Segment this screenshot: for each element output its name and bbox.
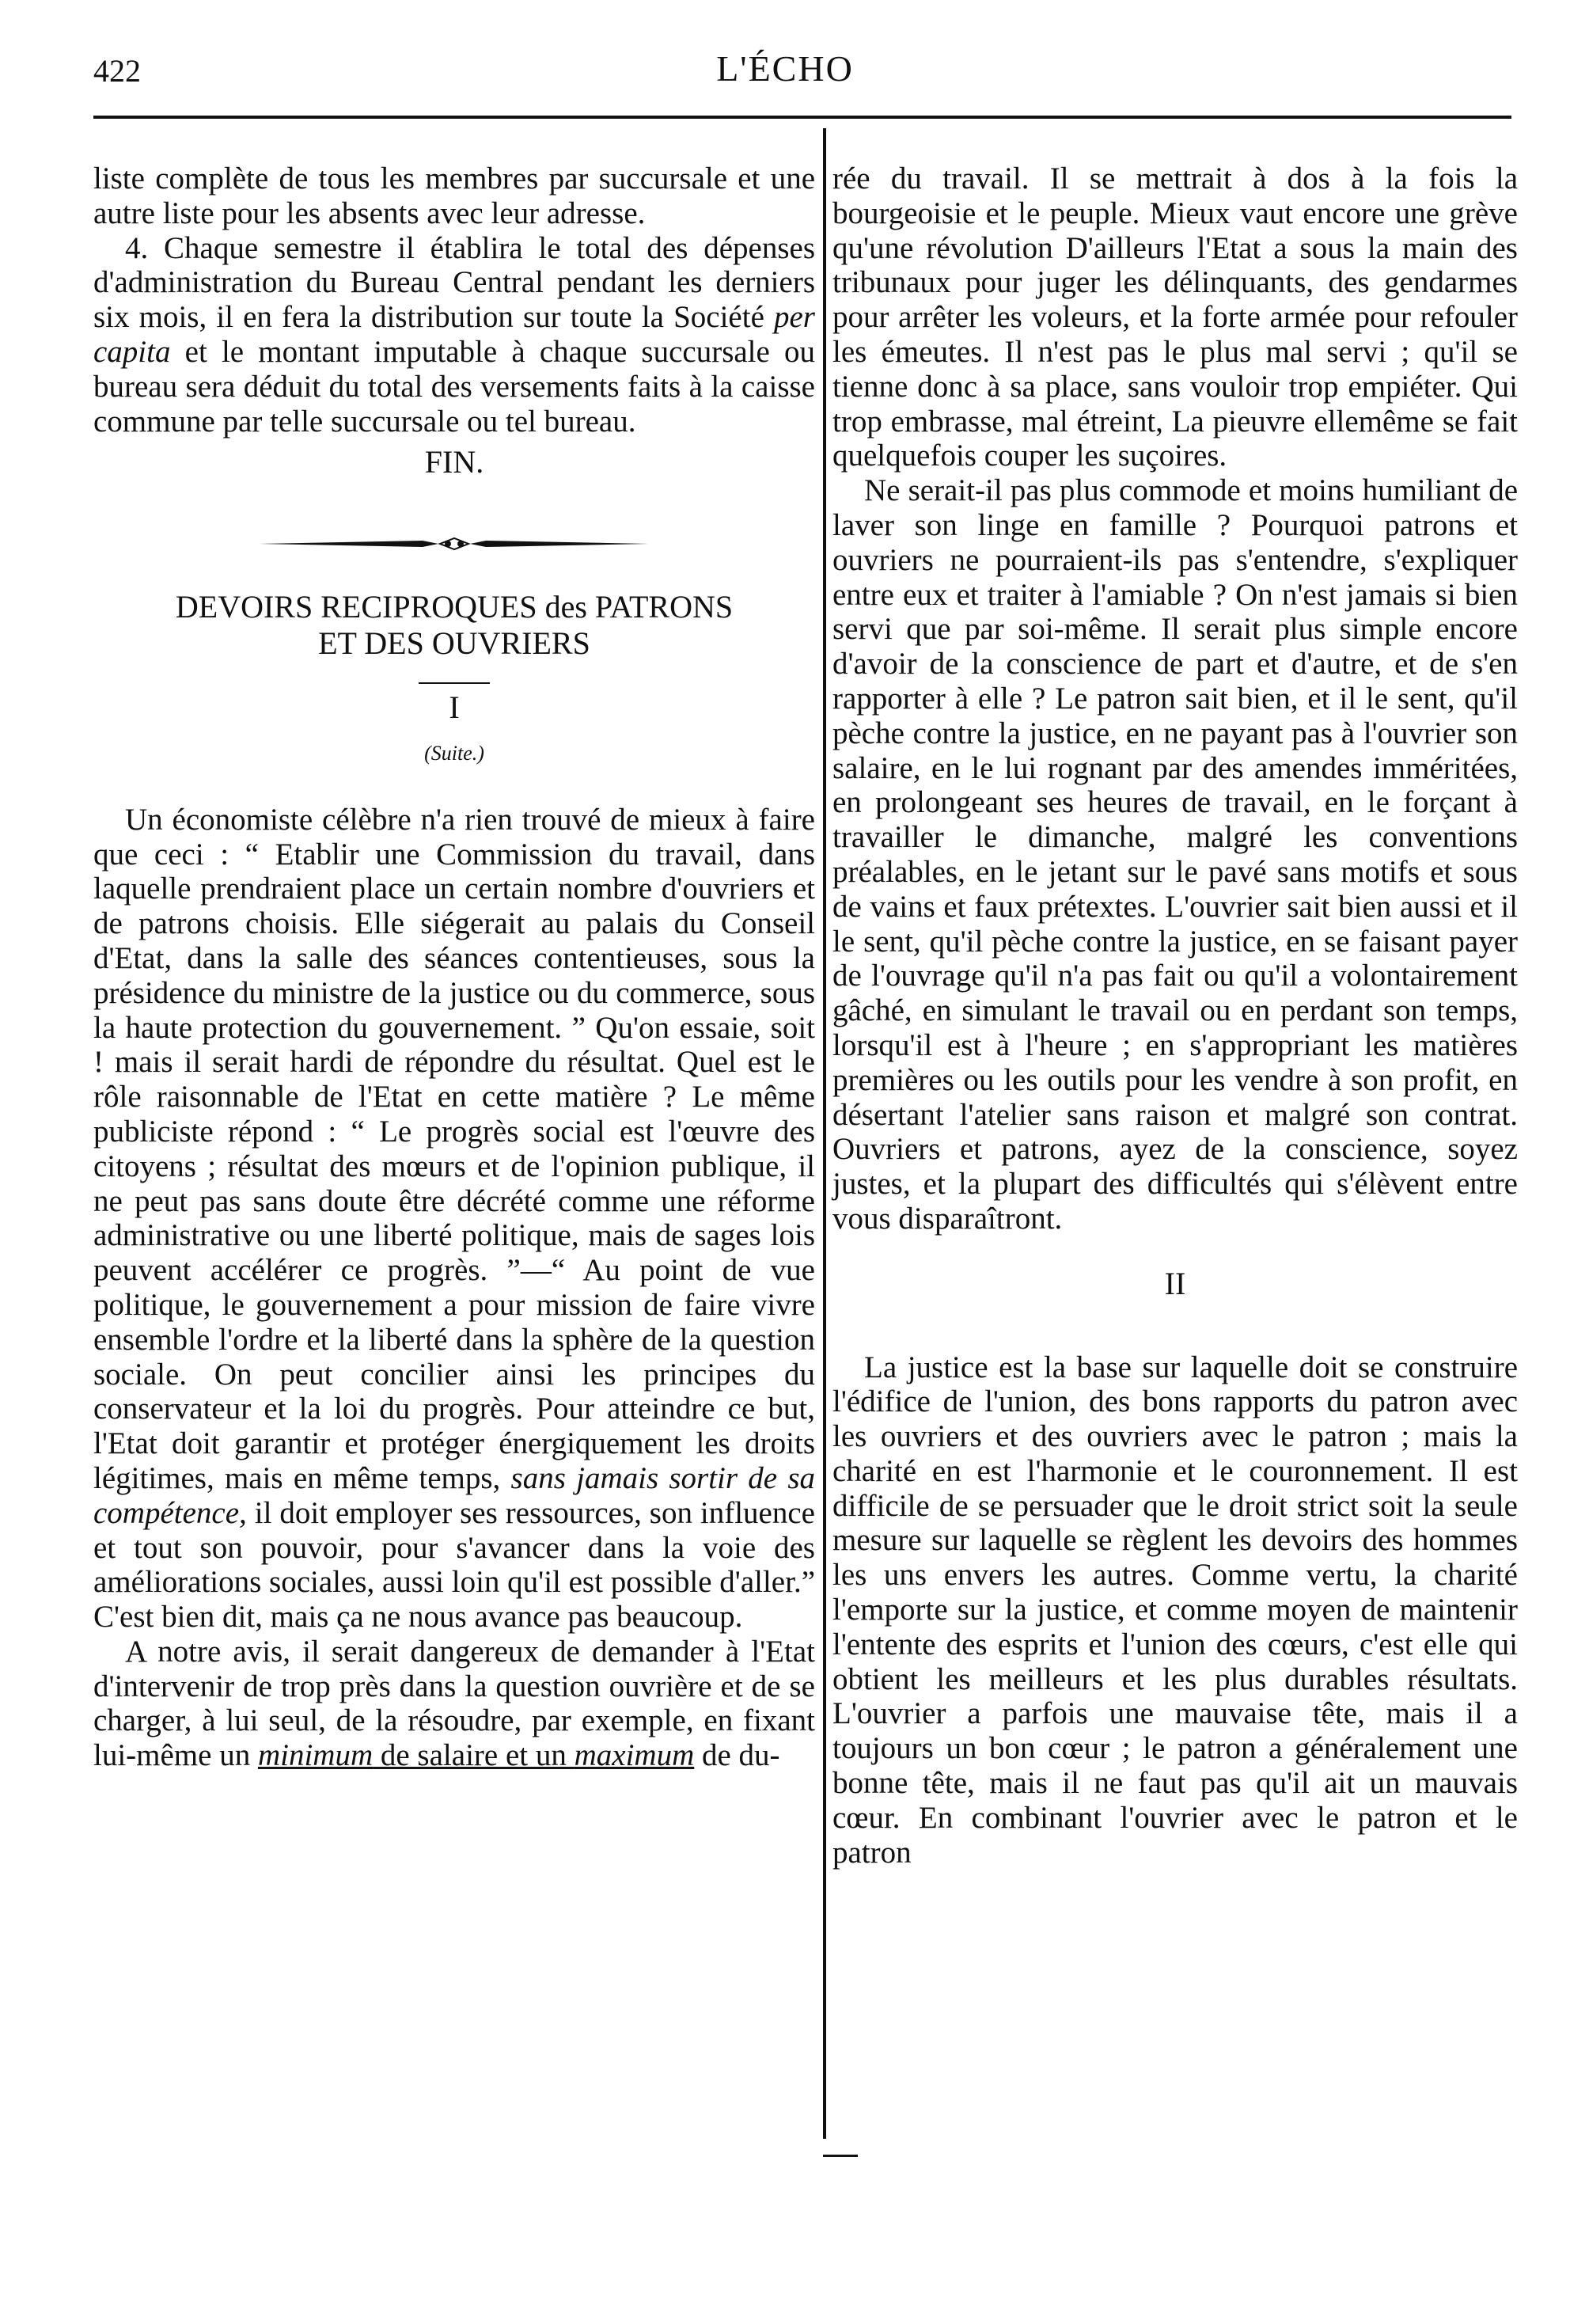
running-title: L'ÉCHO [716, 48, 854, 89]
fin-label: FIN. [424, 444, 484, 480]
paragraph-state [93, 1635, 815, 1773]
header-rule [93, 116, 1511, 119]
economist-text: Un économiste célèbre n'a rien trouvé de mieux à faire que ceci : “ Etablir une Commission du travail, dans laquelle prendraient place un certain nombre d'ouvriers et de patrons choisis. Elle siégerait au palais du Conseil d'Etat, dans la salle des séances contentieuses, sous la présidence du ministre de la justice ou du commerce, sous la haute protection du gouvernement. ” Qu'on essaie, soit ! mais il serait hardi de répondre du résultat. Quel est le rôle raisonnable de l'Etat en cette matière ? Le même publiciste répond : “ Le progrès social est l'œuvre des citoyens ; résultat des mœurs et de l'opinion publique, il ne peut pas sans doute être décrété comme une réforme administrative ou une liberté politique, mais de sages lois peuvent accélérer ce progrès. ”—“ Au point de vue politique, le gouvernement a pour mission de faire vivre ensemble l'ordre et la liberté dans la sphère de la question sociale. On peut concilier ainsi les principes du conservateur et la loi du progrès. Pour atteindre ce but, l'Etat doit garantir et protéger énergiquement les droits légitimes, mais en même temps, [93, 802, 815, 1495]
item-4-italic: per capita [93, 300, 815, 369]
paragraph-continuation-right: rée du travail. Il se mettrait à dos à la fois la bourgeoisie et le peuple. Mieux vaut encore une grève qu'une révolution D'ailleurs l'Etat a sous la main des tribunaux pour juger les délinquants, des gendarmes pour arrêter les voleurs, et la forte armée pour refouler les émeutes. Il n'est pas le plus mal servi ; qu'il se tienne donc à sa place, sans vouloir trop empiéter. Qui trop embrasse, mal étreint, La pieuvre ellemême se fait quelquefois couper les suçoires. [832, 161, 1518, 473]
paragraph-conscience: Ne serait-il pas plus commode et moins humiliant de laver son linge en famille ? Pourquoi patrons et ouvriers ne pourraient-ils pas s'entendre, s'expliquer entre eux et traiter à l'amiable ? On n'est jamais si bien servi que par soi-même. Il serait plus simple encore d'avoir de la conscience de part et d'autre, et de s'en rapporter à elle ? Le patron sait bien, et il le sent, qu'il pèche contre la justice, en ne payant pas à l'ouvrier son salaire, en le lui rognant par des amendes imméritées, en prolongeant ses heures de travail, en le forçant à travailler le dimanche, malgré les conventions préalables, en le jetant sur le pavé sans motifs et sous de vains et faux prétextes. L'ouvrier sait bien aussi et il le sent, qu'il pèche contre la justice, en se faisant payer de l'ouvrage qu'il n'a pas fait ou qu'il a volontairement gâché, en simulant le travail ou en perdant son temps, lorsqu'il est à l'heure ; en s'appropriant les matières premières ou les outils pour les vendre à son profit, en désertant l'atelier sans raison et malgré son contrat. Ouvriers et patrons, ayez de la conscience, soyez justes, et la plupart des difficultés qui s'élèvent entre vous disparaîtront. [832, 473, 1518, 1236]
article-title-line-1: DEVOIRS RECIPROQUES des PATRONS [175, 589, 734, 625]
suite-note: (Suite.) [424, 741, 484, 765]
ornament-divider-icon [256, 535, 652, 553]
paragraph-economist [93, 803, 815, 1635]
section-numeral-2: II [1164, 1265, 1186, 1301]
minimum-italic: minimum [257, 1738, 374, 1773]
title-rule [419, 682, 490, 684]
column-divider [823, 128, 826, 2139]
paragraph-justice: La justice est la base sur laquelle doit se construire l'édifice de l'union, des bons rapports du patron avec les ouvriers et des ouvriers avec le patron ; mais la charité en est l'harmonie et le couronnement. Il est difficile de se persuader que le droit strict soit la seule mesure sur laquelle se règlent les devoirs des hommes les uns envers les autres. Comme vertu, la charité l'emporte sur la justice, et comme moyen de maintenir l'entente des esprits et l'union des cœurs, c'est elle qui obtient les meilleurs et les plus durables résultats. L'ouvrier a parfois une mauvaise tête, mais il a toujours un bon cœur ; le patron a généralement une bonne tête, mais il ne faut pas qu'il ait un mauvais cœur. En combinant l'ouvrier avec le patron et le patron [832, 1350, 1518, 1870]
item-4-text-end: et le montant imputable à chaque succursale ou bureau sera déduit du total des versements faits à la caisse commune par telle succursale ou tel bureau. [93, 334, 815, 439]
section-numeral-1: I [449, 689, 460, 726]
economist-italic: sans jamais sortir de sa compétence, [93, 1460, 815, 1530]
state-text: A notre avis, il serait dangereux de demander à l'Etat d'intervenir de trop près dans la question ouvrière et de se charger, à lui seul, de la résoudre, par exemple, en fixant lui-même un [93, 1634, 815, 1773]
article-title-line-2: ET DES OUVRIERS [318, 625, 590, 662]
state-text-mid: de salaire et un [373, 1738, 575, 1773]
paragraph-item-4 [93, 231, 815, 439]
economist-text-end: il doit employer ses ressources, son influence et tout son pouvoir, pour s'avancer dans la voie des améliorations sociales, aussi loin qu'il est possible d'aller.” C'est bien dit, mais ça ne nous avance pas beaucoup. [93, 1495, 815, 1635]
paragraph-continuation: liste complète de tous les membres par succursale et une autre liste pour les absents avec leur adresse. [93, 161, 815, 230]
article-title [93, 589, 815, 662]
right-column [832, 161, 1518, 1870]
state-text-end: de du- [694, 1738, 780, 1773]
page-number: 422 [93, 53, 141, 89]
bottom-mark [823, 2155, 858, 2157]
left-column [93, 161, 815, 1773]
maximum-italic: maximum [574, 1738, 695, 1773]
item-4-text: 4. Chaque semestre il établira le total des dépenses d'administration du Bureau Central pendant les derniers six mois, il en fera la distribution sur toute la Société [93, 230, 815, 335]
